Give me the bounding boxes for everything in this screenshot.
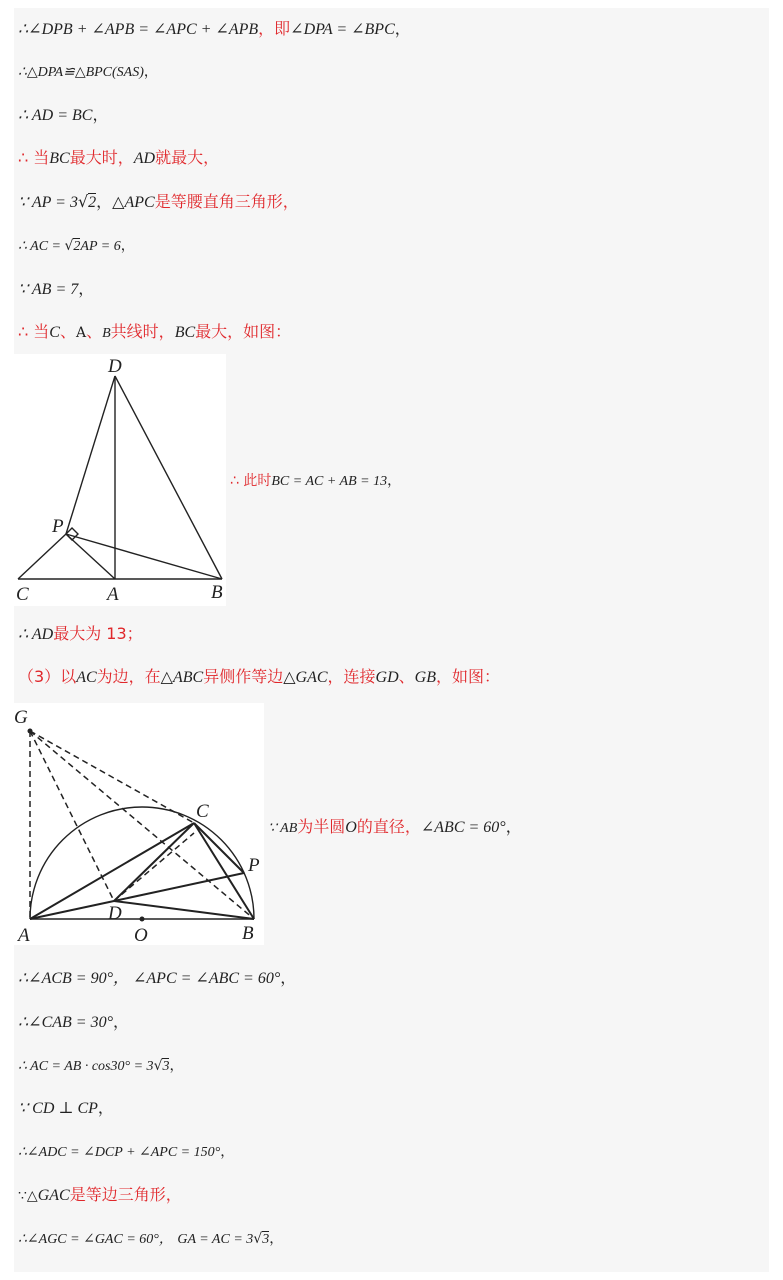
punctuation: ，: [113, 1012, 130, 1031]
math-term: GAC: [37, 1187, 70, 1204]
punctuation: ，: [280, 968, 297, 987]
math-term: BC: [49, 150, 70, 167]
equation: ∴∠AGC = ∠GAC = 60°，: [18, 1232, 173, 1247]
math-term: ∴ AD: [18, 626, 54, 643]
math-term: △GAC: [283, 669, 328, 686]
figure-2-caption: [268, 816, 522, 840]
segment-CP: [18, 534, 66, 579]
label-B: B: [211, 582, 223, 603]
punctuation: ，: [220, 1144, 235, 1160]
math-term: ∵ AB: [268, 821, 298, 836]
text: 、: [398, 667, 415, 686]
math-term: O: [345, 819, 357, 836]
text: ∴ 此时: [230, 473, 272, 489]
label-B: B: [242, 923, 254, 944]
text: 最大时，: [69, 148, 134, 167]
punctuation: ，: [120, 238, 135, 254]
text: 异侧作等边: [203, 667, 284, 686]
segment-CP: [194, 823, 244, 873]
math-term: △ABC: [160, 669, 204, 686]
point-O: [140, 917, 145, 922]
punctuation: ，: [269, 1231, 284, 1247]
text: （3）以: [18, 667, 77, 686]
radicand: 2: [88, 194, 97, 211]
punctuation: ，: [96, 192, 113, 211]
equation: ∴∠ADC = ∠DCP + ∠APC = 150°: [18, 1145, 221, 1160]
text: ，如图：: [435, 667, 500, 686]
segment-AD: [30, 901, 114, 919]
punctuation: ，: [394, 19, 411, 38]
connector-text: ，即: [258, 19, 291, 38]
proof-line-4: [18, 147, 219, 170]
equation: AP = 6: [80, 239, 121, 254]
proof-line-5: ∵ AP = 3√2，△APC是等腰直角三角形，: [18, 192, 299, 211]
punctuation: ，: [97, 1098, 114, 1117]
segment-DB: [115, 376, 222, 579]
dashed-GD: [30, 731, 114, 901]
text: 、: [59, 322, 76, 341]
label-P: P: [248, 855, 260, 876]
radicand: 3: [162, 1059, 170, 1074]
text: 最大，如图：: [195, 322, 292, 341]
math-term: AC: [76, 669, 97, 686]
equation: ∠DPA = ∠BPC: [290, 21, 395, 38]
text: 共线时，: [110, 322, 175, 341]
punctuation: ，: [169, 1058, 184, 1074]
equation: ∴∠ACB = 90°， ∠APC = ∠ABC = 60°: [18, 970, 281, 987]
proof-line-13: ∴ AC = AB · cos30° = 3√3，: [18, 1058, 184, 1074]
proof-line-1: [18, 18, 411, 41]
text: 为半圆: [297, 817, 346, 836]
semicircle-arc: [30, 807, 254, 919]
math-term: AD: [133, 150, 156, 167]
label-A: A: [18, 925, 30, 945]
equation: ∴∠DPB + ∠APB = ∠APC + ∠APB: [18, 21, 259, 38]
equation: ∴ AC = AB · cos30° = 3: [18, 1059, 154, 1074]
proof-line-9: [18, 623, 143, 646]
proof-line-16: [18, 1184, 182, 1207]
segment-CB: [194, 823, 254, 919]
proof-line-11: [18, 967, 296, 990]
math-term: GD: [375, 669, 399, 686]
equation: ∴△DPA≌△BPC(SAS): [18, 65, 144, 80]
punctuation: ，: [78, 279, 95, 298]
math-term: A: [75, 325, 87, 341]
label-C: C: [16, 584, 29, 605]
text: 的直径，: [356, 817, 421, 836]
point-G: [28, 729, 33, 734]
dashed-GB: [30, 731, 254, 919]
segment-DP: [66, 376, 115, 534]
text: 就最大，: [155, 148, 220, 167]
proof-line-14: [18, 1097, 114, 1120]
dashed-D-C: [114, 833, 194, 901]
punctuation: ，: [143, 64, 158, 80]
label-A: A: [107, 584, 119, 605]
equation: ∠ABC = 60°: [420, 819, 506, 836]
equation: BC = AC + AB = 13: [271, 474, 388, 489]
math-term: BC: [174, 324, 196, 341]
proof-line-7: [18, 278, 94, 301]
equation: ∵ AP = 3: [18, 194, 78, 211]
proof-line-8: [18, 321, 291, 345]
label-C: C: [196, 801, 209, 822]
text: ∴ 当: [18, 322, 50, 341]
math-term: B: [102, 326, 111, 341]
label-P: P: [52, 516, 64, 537]
figure-triangle: [14, 354, 226, 606]
dashed-GC: [30, 731, 194, 823]
symbol: ∵△: [18, 1188, 38, 1204]
label-O: O: [134, 925, 148, 945]
proof-line-3: [18, 104, 108, 127]
text: 最大为 13；: [53, 624, 143, 643]
proof-line-6: ∴ AC = √2AP = 6，: [18, 238, 135, 254]
radicand: 2: [73, 239, 81, 254]
math-term: C: [49, 324, 60, 341]
figure-1-caption: [230, 470, 401, 493]
punctuation: ，: [92, 105, 109, 124]
label-G: G: [14, 707, 28, 728]
math-term: GB: [414, 669, 436, 686]
punctuation: ，: [505, 817, 522, 836]
proof-line-10: [18, 666, 500, 689]
proof-line-15: [18, 1141, 234, 1164]
proof-line-12: [18, 1011, 129, 1034]
equation: GA = AC = 3: [177, 1232, 254, 1247]
equation: ∴ AC =: [18, 239, 65, 254]
proof-line-2: [18, 61, 158, 84]
equation: ∵ CD ⊥ CP: [18, 1100, 98, 1117]
figure-semicircle: [14, 703, 264, 945]
segment-PB: [66, 534, 222, 579]
proof-line-17: ∴∠AGC = ∠GAC = 60°， GA = AC = 3√3，: [18, 1231, 284, 1247]
segment-DB: [114, 901, 254, 919]
text: ，连接: [327, 667, 376, 686]
figure-1-svg: [14, 354, 226, 606]
label-D: D: [108, 356, 122, 377]
radicand: 3: [262, 1232, 270, 1247]
equation: ∴ AD = BC: [18, 107, 93, 124]
segment-DP: [114, 873, 244, 901]
text: 是等腰直角三角形，: [154, 192, 299, 211]
equation: ∴∠CAB = 30°: [18, 1014, 113, 1031]
equation: ∵ AB = 7: [18, 281, 79, 298]
text: 是等边三角形，: [69, 1185, 182, 1204]
text: ∴ 当: [18, 148, 50, 167]
label-D: D: [108, 903, 122, 924]
text: 为边，在: [96, 667, 161, 686]
punctuation: ，: [387, 473, 402, 489]
text: 、: [86, 322, 103, 341]
math-term: △APC: [112, 194, 155, 211]
figure-2-svg: [14, 703, 264, 945]
